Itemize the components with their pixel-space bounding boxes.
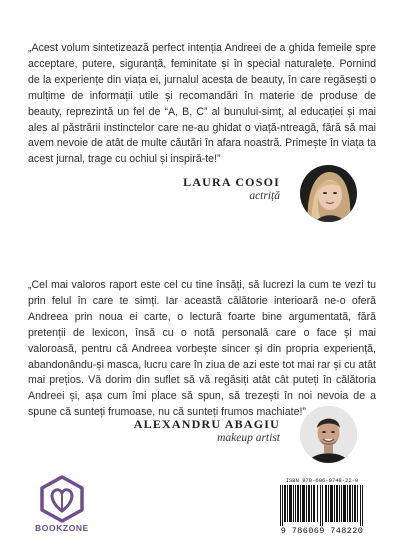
bookzone-logo <box>28 473 96 543</box>
author-name: ALEXANDRU ABAGIU <box>133 417 280 431</box>
alexandru-abagiu-photo <box>300 406 357 463</box>
attribution-laura-cosoi <box>183 175 280 202</box>
isbn-text: ISBN 978-606-9748-22-0 <box>285 477 359 484</box>
author-name: LAURA COSOI <box>183 175 280 189</box>
barcode-number: 9 786069 748220 <box>280 526 364 536</box>
isbn-barcode <box>272 477 372 539</box>
quote-laura-cosoi: „Acest volum sintetizează perfect intenția Andreei de a ghida femeile spre acceptare, putere, siguranță, feminitate și în special naturalețe. Pornind de la experiențe din viața ei, jurnalul acesta de beauty, în care regăsești o mulțime de informații utile și recomandări în materie de produse de beauty, reprezintă un fel de “A, B, C” al bunului-simț, al educației și mai ales al păstrării instinctelor care ne-au ghidat o viață-ntreagă, fără să mai avem nevoie de atât de multe căutări în afara noastră. Primește în viața ta acest jurnal, trage cu ochiul și inspiră-te!” <box>28 42 376 166</box>
publisher-name: BOOKZONE <box>35 523 89 533</box>
author-role: makeup artist <box>217 432 280 444</box>
attribution-alexandru-abagiu <box>134 417 280 444</box>
bookzone-logo-icon <box>28 473 96 523</box>
author-role: actriță <box>249 190 280 202</box>
quote-alexandru-abagiu: „Cel mai valoros raport este cel cu tine însăți, să lucrezi la cum te vezi tu prin felul în care te simți. Iar această călătorie interioară ne-o oferă Andreea prin noua ei carte, o lectură foarte bine argumentată, fără pretenții de lexicon, însă cu o notă personală care o face și mai valoroasă, pentru că Andreea vorbește sincer și din propria experiență, abandonându-și masca, lucru care în ziua de azi este tot mai rar și cu atât mai prețios. Vă dorim din suflet să vă regăsiți atât cât puteți în călătoria Andreei și, așa cum îmi place să spun, să trezești în noi nevoia de a spune că sunteți frumoase, nu că sunteți frumos machiate!” <box>28 279 376 419</box>
barcode-bars <box>280 485 364 526</box>
laura-cosoi-photo <box>300 165 357 222</box>
